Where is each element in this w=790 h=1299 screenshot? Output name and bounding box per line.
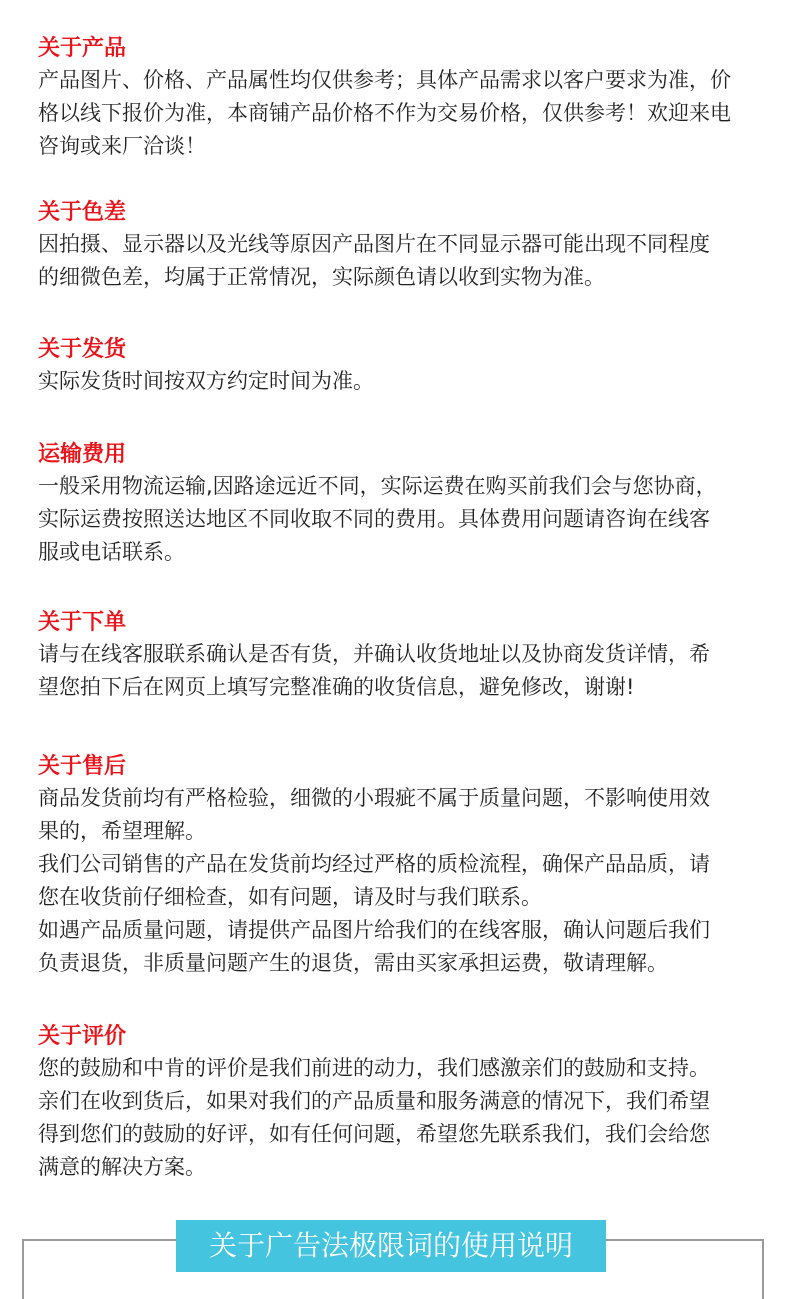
body-line: 望您拍下后在网页上填写完整准确的收货信息，避免修改，谢谢! — [38, 675, 635, 699]
section-after-sales — [38, 752, 763, 980]
body-line: 格以线下报价为准，本商铺产品价格不作为交易价格，仅供参考！欢迎来电 — [38, 101, 731, 125]
body-line: 亲们在收到货后，如果对我们的产品质量和服务满意的情况下，我们希望 — [38, 1089, 710, 1113]
body-line: 因拍摄、显示器以及光线等原因产品图片在不同显示器可能出现不同程度 — [38, 232, 710, 256]
body-line: 一般采用物流运输,因路途远近不同，实际运费在购买前我们会与您协商， — [38, 474, 717, 498]
section-body — [38, 1052, 763, 1184]
section-about-ordering — [38, 608, 763, 704]
body-line: 如遇产品质量问题，请提供产品图片给我们的在线客服，确认问题后我们 — [38, 918, 710, 942]
body-line: 您在收货前仔细检查，如有问题，请及时与我们联系。 — [38, 885, 542, 909]
body-line: 得到您们的鼓励的好评，如有任何问题，希望您先联系我们，我们会给您 — [38, 1122, 710, 1146]
section-body — [38, 782, 763, 980]
body-line: 实际发货时间按双方约定时间为准。 — [38, 369, 374, 393]
section-about-color-difference — [38, 198, 763, 294]
body-line: 商品发货前均有严格检验，细微的小瑕疵不属于质量问题，不影响使用效 — [38, 786, 710, 810]
body-line: 实际运费按照送达地区不同收取不同的费用。具体费用问题请咨询在线客 — [38, 507, 710, 531]
section-about-product — [38, 34, 763, 163]
body-line: 您的鼓励和中肯的评价是我们前进的动力，我们感激亲们的鼓励和支持。 — [38, 1056, 710, 1080]
body-line: 服或电话联系。 — [38, 540, 185, 564]
section-heading: 关于下单 — [38, 610, 127, 635]
section-body — [38, 228, 763, 294]
body-line: 产品图片、价格、产品属性均仅供参考；具体产品需求以客户要求为准，价 — [38, 68, 731, 92]
section-heading: 关于色差 — [38, 200, 127, 225]
section-heading: 运输费用 — [38, 442, 127, 467]
section-about-reviews — [38, 1022, 763, 1184]
section-about-shipping — [38, 335, 763, 398]
section-body — [38, 638, 763, 704]
section-heading: 关于售后 — [38, 754, 127, 779]
section-heading: 关于发货 — [38, 337, 127, 362]
body-line: 咨询或来厂洽谈！ — [38, 134, 206, 158]
body-line: 果的，希望理解。 — [38, 819, 206, 843]
section-body — [38, 64, 763, 163]
section-heading: 关于评价 — [38, 1024, 127, 1049]
footer-banner: 关于广告法极限词的使用说明 — [176, 1220, 606, 1272]
body-line: 负责退货，非质量问题产生的退货，需由买家承担运费，敬请理解。 — [38, 951, 668, 975]
body-line: 请与在线客服联系确认是否有货，并确认收货地址以及协商发货详情，希 — [38, 642, 710, 666]
section-body — [38, 470, 763, 569]
body-line: 我们公司销售的产品在发货前均经过严格的质检流程，确保产品品质，请 — [38, 852, 710, 876]
section-transport-fees — [38, 440, 763, 569]
body-line: 的细微色差，均属于正常情况，实际颜色请以收到实物为准。 — [38, 265, 605, 289]
body-line: 满意的解决方案。 — [38, 1155, 206, 1179]
section-heading: 关于产品 — [38, 36, 127, 61]
section-body — [38, 365, 763, 398]
